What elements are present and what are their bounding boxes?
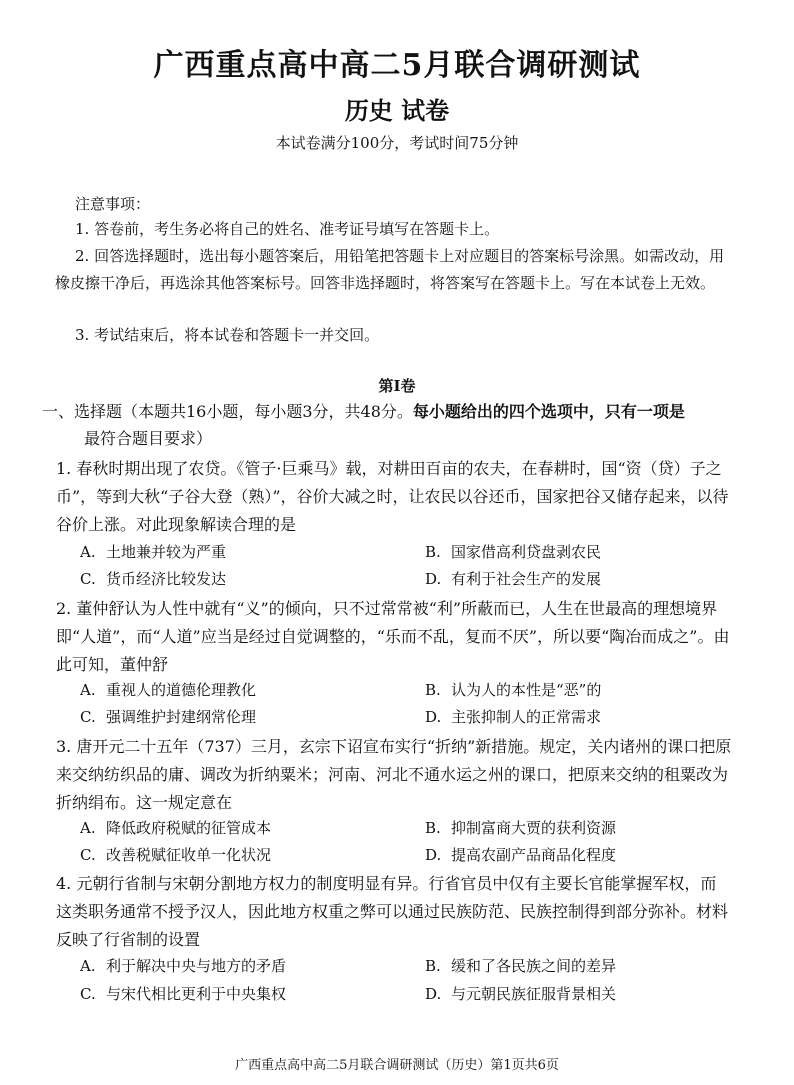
notice-item: 1. 答卷前，考生务必将自己的姓名、准考证号填写在答题卡上。 bbox=[75, 220, 500, 238]
section-heading bbox=[42, 398, 732, 452]
page-footer: 广西重点高中高二5月联合调研测试（历史）第1页共6页 bbox=[235, 1058, 559, 1073]
option-a[interactable]: A. 利于解决中央与地方的矛盾 bbox=[80, 957, 287, 975]
notice-item: 2. 回答选择题时，选出每小题答案后，用铅笔把答题卡上对应题目的答案标号涂黑。如需改动，用橡皮擦干净后，再选涂其他答案标号。回答非选择题时，将答案写在答题卡上。写在本试卷上无效。 bbox=[55, 247, 725, 292]
question-number: 3. bbox=[56, 737, 72, 756]
option-c[interactable]: C. 改善税赋征收单一化状况 bbox=[80, 846, 272, 864]
section-label: 一、选择题（本题共16小题，每小题3分，共48分。 bbox=[42, 402, 413, 421]
option-a[interactable]: A. 土地兼并较为严重 bbox=[80, 543, 227, 561]
option-c[interactable]: C. 与宋代相比更利于中央集权 bbox=[80, 985, 287, 1003]
question-stem: 唐开元二十五年（737）三月，玄宗下诏宣布实行“折纳”新措施。规定，关内诸州的课口把原来交纳纺织品的庸、调改为折纳粟米；河南、河北不通水运之州的课口，把原来交纳的租粟改为折纳绢布。这一规定意在 bbox=[56, 737, 732, 812]
question-4 bbox=[56, 870, 732, 954]
question-1 bbox=[56, 455, 732, 539]
option-d[interactable]: D. 有利于社会生产的发展 bbox=[425, 570, 602, 588]
question-number: 1. bbox=[56, 459, 72, 478]
option-c[interactable]: C. 货币经济比较发达 bbox=[80, 570, 227, 588]
option-c[interactable]: C. 强调维护封建纲常伦理 bbox=[80, 708, 257, 726]
question-number: 2. bbox=[56, 599, 72, 618]
option-a[interactable]: A. 降低政府税赋的征管成本 bbox=[80, 819, 272, 837]
section-desc-line2: 最符合题目要求） bbox=[84, 429, 213, 448]
question-stem: 元朝行省制与宋朝分割地方权力的制度明显有异。行省官员中仅有主要长官能掌握军权，而这类职务通常不授予汉人，因此地方权重之弊可以通过民族防范、民族控制得到部分弥补。材料反映了行省制的设置 bbox=[56, 874, 729, 949]
exam-subject: 历史 试卷 bbox=[344, 96, 450, 125]
question-stem: 董仲舒认为人性中就有“义”的倾向，只不过常常被“利”所蔽而已，人生在世最高的理想境界即“人道”，而“人道”应当是经过自觉调整的，“乐而不乱，复而不厌”，所以要“陶冶而成之”。由此可知，董仲舒 bbox=[56, 599, 730, 674]
option-b[interactable]: B. 认为人的本性是“恶”的 bbox=[425, 681, 602, 699]
option-b[interactable]: B. 抑制富商大贾的获利资源 bbox=[425, 819, 617, 837]
option-a[interactable]: A. 重视人的道德伦理教化 bbox=[80, 681, 257, 699]
section-desc: 每小题给出的四个选项中，只有一项是 bbox=[412, 402, 685, 421]
question-3 bbox=[56, 733, 732, 817]
option-d[interactable]: D. 提高农副产品商品化程度 bbox=[425, 846, 617, 864]
question-2 bbox=[56, 595, 732, 679]
exam-title: 广西重点高中高二5月联合调研测试 bbox=[153, 48, 641, 83]
question-number: 4. bbox=[56, 874, 72, 893]
option-b[interactable]: B. 缓和了各民族之间的差异 bbox=[425, 957, 617, 975]
option-d[interactable]: D. 与元朝民族征服背景相关 bbox=[425, 985, 617, 1003]
question-stem: 春秋时期出现了农贷。《管子·巨乘马》载，对耕田百亩的农夫，在春耕时，国“资（贷）子之币”，等到大秋“子谷大登（熟）”，谷价大减之时，让农民以谷还币，国家把谷又储存起来，以待谷价上涨。对此现象解读合理的是 bbox=[56, 459, 729, 534]
exam-note: 本试卷满分100分，考试时间75分钟 bbox=[275, 134, 519, 152]
option-b[interactable]: B. 国家借高利贷盘剥农民 bbox=[425, 543, 602, 561]
notice-heading: 注意事项： bbox=[75, 195, 151, 213]
option-d[interactable]: D. 主张抑制人的正常需求 bbox=[425, 708, 602, 726]
notice-item: 3. 考试结束后，将本试卷和答题卡一并交回。 bbox=[75, 326, 380, 344]
part-heading: 第Ⅰ卷 bbox=[378, 377, 416, 395]
